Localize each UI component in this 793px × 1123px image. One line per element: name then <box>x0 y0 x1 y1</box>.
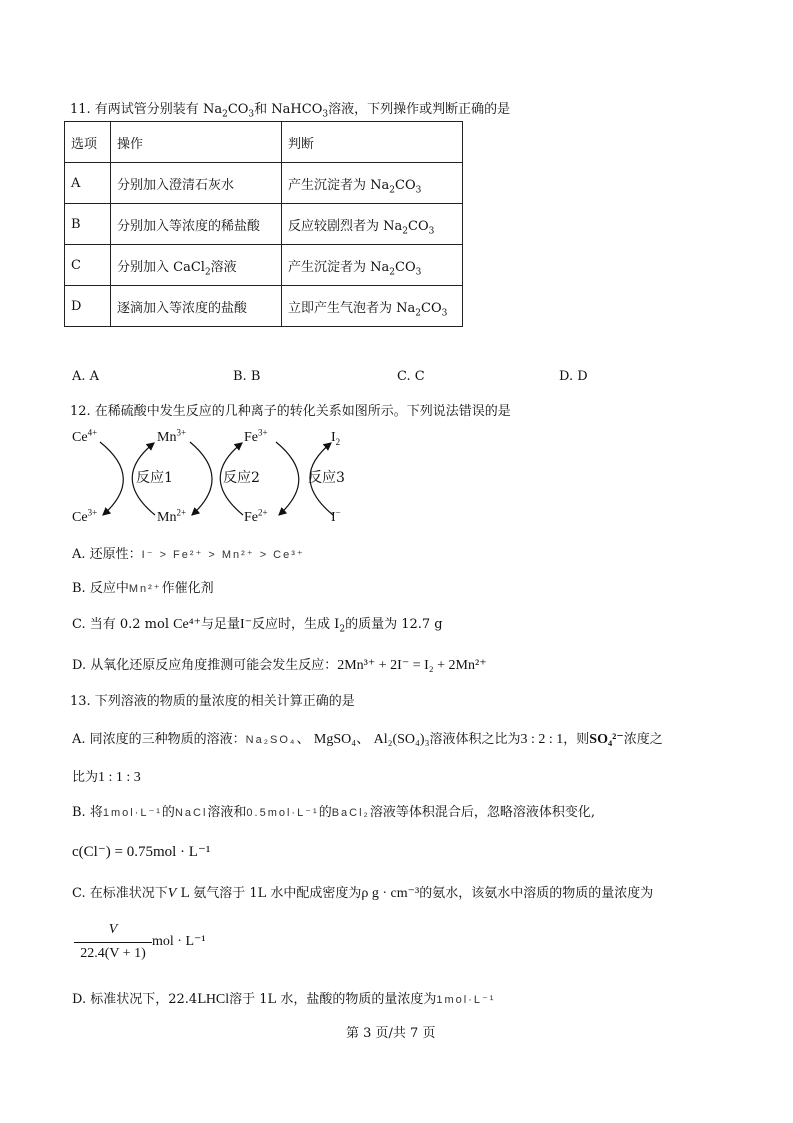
ion-fe2: $Fe^{2+}$ <box>244 507 268 525</box>
table-row: B 分别加入等浓度的稀盐酸 反应较剧烈者为 $Na_2CO_3$ <box>65 204 463 245</box>
q12-option-b[interactable]: B. 反应中Mn²⁺作催化剂 <box>72 581 214 596</box>
q12-option-d[interactable]: D. 从氧化还原反应角度推测可能会发生反应：2Mn³⁺ + 2I⁻ = I₂ + 2Mn²⁺ <box>72 658 487 673</box>
table-row: C 分别加入 CaCl$_2$溶液 产生沉淀者为 $Na_2CO_3$ <box>65 245 463 286</box>
page-footer: 第 3 页/共 7 页 <box>346 1026 436 1041</box>
header-option: 选项 <box>65 122 111 163</box>
choice-a[interactable]: A. A <box>72 369 100 384</box>
q12-stem: 12. 在稀硫酸中发生反应的几种离子的转化关系如图所示。下列说法错误的是 <box>70 404 511 419</box>
reaction-2-label: 反应2 <box>223 470 260 486</box>
q12-option-c[interactable]: C. 当有 0.2 mol Ce⁴⁺与足量I⁻反应时，生成 $I_2$的质量为 12.7 g <box>72 617 443 635</box>
choice-b[interactable]: B. B <box>233 369 261 384</box>
ion-mn2: $Mn^{2+}$ <box>157 507 187 525</box>
choice-c[interactable]: C. C <box>397 369 425 384</box>
q13-stem: 13. 下列溶液的物质的量浓度的相关计算正确的是 <box>70 694 355 709</box>
arrow-mn3-to-mn2 <box>190 442 212 515</box>
arrow-fe2-to-fe3 <box>220 443 243 515</box>
q13-option-a[interactable]: A. 同浓度的三种物质的溶液：Na₂SO₄、 MgSO₄、 Al₂(SO₄)₃溶液体积之比为3 : 2 : 1，则SO₄²⁻浓度之 <box>72 732 663 747</box>
q12-option-a[interactable]: A. 还原性：I⁻ > Fe²⁺ > Mn²⁺ > Ce³⁺ <box>72 547 305 562</box>
header-operation: 操作 <box>111 122 282 163</box>
arrow-mn2-to-mn3 <box>132 443 155 515</box>
reaction-1-label: 反应1 <box>136 470 173 486</box>
ion-ce4: $Ce^{4+}$ <box>72 427 98 445</box>
q11-stem: 11. 有两试管分别装有 $Na_2CO_3$和 NaHCO$_3$溶液，下列操作或判断正确的是 <box>70 102 511 120</box>
arrow-ce4-to-ce3 <box>100 442 123 515</box>
q13-option-b-line2: c(Cl⁻) = 0.75mol · L⁻¹ <box>72 844 211 860</box>
ion-ce3: $Ce^{3+}$ <box>72 507 98 525</box>
i2: $I_2$ <box>331 430 341 447</box>
table-row: D 逐滴加入等浓度的盐酸 立即产生气泡者为 $Na_2CO_3$ <box>65 286 463 327</box>
header-judgement: 判断 <box>282 122 463 163</box>
ion-fe3: $Fe^{3+}$ <box>244 427 268 445</box>
ion-mn3: $Mn^{3+}$ <box>157 427 187 445</box>
fraction-bar <box>74 942 152 943</box>
q13-option-b[interactable]: B. 将1mol·L⁻¹的NaCl溶液和0.5mol·L⁻¹的BaCl₂溶液等体积混合后，忽略溶液体积变化, <box>72 805 595 820</box>
q13-option-d[interactable]: D. 标准状况下，22.4LHCl溶于 1L 水，盐酸的物质的量浓度为1mol·L⁻¹ <box>72 992 496 1007</box>
arrow-fe3-to-fe2 <box>276 442 299 515</box>
choice-d[interactable]: D. D <box>559 369 588 384</box>
q13-option-a-line2: 比为1 : 1 : 3 <box>72 770 141 785</box>
arrow-i-to-i2 <box>310 443 333 515</box>
q13-option-c[interactable]: C. 在标准状况下V L 氨气溶于 1L 水中配成密度为ρ g · cm⁻³的氨水，该氨水中溶质的物质的量浓度为 <box>72 886 654 901</box>
ion-i-minus: I− <box>331 507 341 525</box>
table-row: A 分别加入澄清石灰水 产生沉淀者为 $Na_2CO_3$ <box>65 163 463 204</box>
reaction-3-label: 反应3 <box>308 470 345 486</box>
